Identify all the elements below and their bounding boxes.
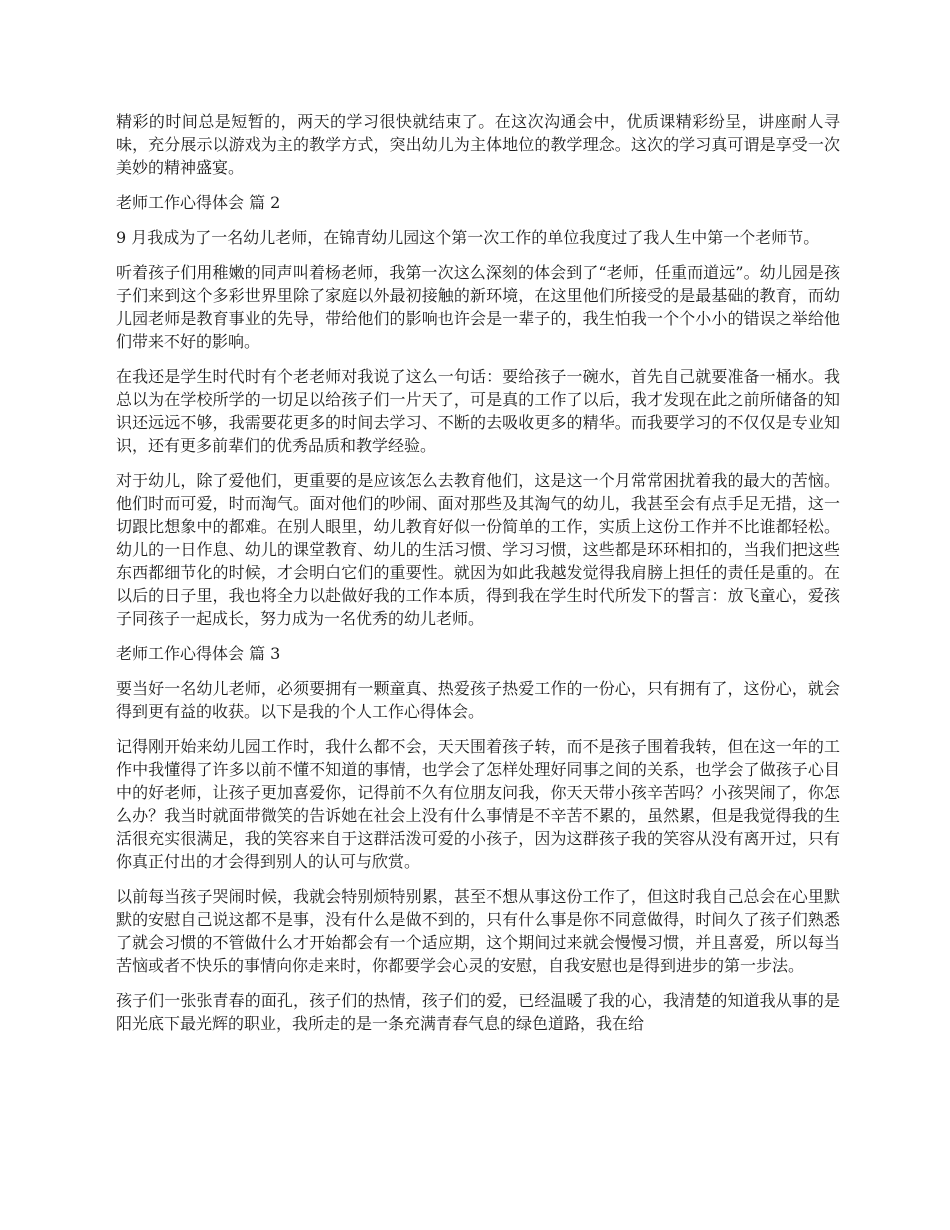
paragraph: 要当好一名幼儿老师，必须要拥有一颗童真、热爱孩子热爱工作的一份心，只有拥有了，这份心，就会得到更有益的收获。以下是我的个人工作心得体会。 [116, 679, 840, 721]
section-heading-3: 老师工作心得体会 篇 3 [116, 644, 281, 663]
paragraph: 记得刚开始来幼儿园工作时，我什么都不会，天天围着孩子转，而不是孩子围着我转，但在这一年的工作中我懂得了许多以前不懂不知道的事情，也学会了怎样处理好同事之间的关系，也学会了做孩子心目中的好老师，让孩子更加喜爱你，记得前不久有位朋友问我，你天天带小孩辛苦吗？小孩哭闹了，你怎么办？我当时就面带微笑的告诉她在社会上没有什么事情是不辛苦不累的，虽然累，但是我觉得我的生活很充实很满足，我的笑容来自于这群活泼可爱的小孩子，因为这群孩子我的笑容从没有离开过，只有你真正付出的才会得到别人的认可与欣赏。 [116, 737, 840, 871]
paragraph: 孩子们一张张青春的面孔，孩子们的热情，孩子们的爱，已经温暖了我的心，我清楚的知道我从事的是阳光底下最光辉的职业，我所走的是一条充满青春气息的绿色道路，我在给 [116, 991, 840, 1033]
paragraph-intro: 精彩的时间总是短暂的，两天的学习很快就结束了。在这次沟通会中，优质课精彩纷呈，讲座耐人寻味，充分展示以游戏为主的教学方式，突出幼儿为主体地位的教学理念。这次的学习真可谓是享受一次美妙的精神盛宴。 [116, 112, 840, 177]
paragraph: 对于幼儿，除了爱他们，更重要的是应该怎么去教育他们，这是这一个月常常困扰着我的最大的苦恼。他们时而可爱，时而淘气。面对他们的吵闹、面对那些及其淘气的幼儿，我甚至会有点手足无措，这一切跟比想象中的都难。在别人眼里，幼儿教育好似一份简单的工作，实质上这份工作并不比谁都轻松。幼儿的一日作息、幼儿的课堂教育、幼儿的生活习惯、学习习惯，这些都是环环相扣的，当我们把这些东西都细节化的时候，才会明白它们的重要性。就因为如此我越发觉得我肩膀上担任的责任是重的。在以后的日子里，我也将全力以赴做好我的工作本质，得到我在学生时代所发下的誓言：放飞童心，爱孩子同孩子一起成长，努力成为一名优秀的幼儿老师。 [116, 471, 840, 628]
paragraph: 以前每当孩子哭闹时候，我就会特别烦特别累，甚至不想从事这份工作了，但这时我自己总会在心里默默的安慰自己说这都不是事，没有什么是做不到的，只有什么事是你不同意做得，时间久了孩子们熟悉了就会习惯的不管做什么才开始都会有一个适应期，这个期间过来就会慢慢习惯，并且喜爱，所以每当苦恼或者不快乐的事情向你走来时，你都要学会心灵的安慰，自我安慰也是得到进步的第一步法。 [116, 887, 840, 975]
section-heading-2: 老师工作心得体会 篇 2 [116, 193, 281, 212]
paragraph: 听着孩子们用稚嫩的同声叫着杨老师，我第一次这么深刻的体会到了“老师，任重而道远”。幼儿园是孩子们来到这个多彩世界里除了家庭以外最初接触的新环境，在这里他们所接受的是最基础的教育，而幼儿园老师是教育事业的先导，带给他们的影响也许会是一辈子的，我生怕我一个个小小的错误之举给他们带来不好的影响。 [116, 263, 840, 351]
paragraph: 在我还是学生时代时有个老老师对我说了这么一句话：要给孩子一碗水，首先自己就要准备一桶水。我总以为在学校所学的一切足以给孩子们一片天了，可是真的工作了以后，我才发现在此之前所储备的知识还远远不够，我需要花更多的时间去学习、不断的去吸收更多的精华。而我要学习的不仅仅是专业知识，还有更多前辈们的优秀品质和教学经验。 [116, 367, 840, 455]
paragraph: 9 月我成为了一名幼儿老师，在锦青幼儿园这个第一次工作的单位我度过了我人生中第一个老师节。 [116, 228, 820, 247]
document-page [116, 110, 840, 1047]
